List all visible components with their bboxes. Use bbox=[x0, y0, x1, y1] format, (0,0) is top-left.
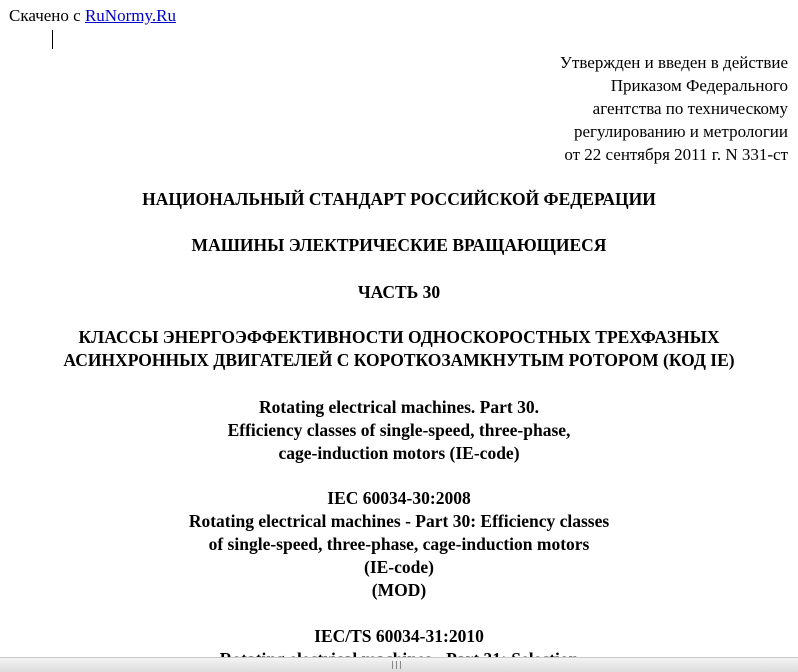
english-title-line: Rotating electrical machines. Part 30. bbox=[259, 397, 539, 417]
approval-line: от 22 сентября 2011 г. N 331-ст bbox=[564, 145, 788, 164]
approval-block bbox=[560, 51, 788, 166]
english-title-line: Efficiency classes of single-speed, three-phase, bbox=[227, 420, 571, 440]
horizontal-scrollbar[interactable] bbox=[0, 657, 798, 672]
approval-line: агентства по техническому bbox=[592, 99, 788, 118]
scrollbar-grip-icon[interactable] bbox=[392, 661, 406, 669]
iec-line: (MOD) bbox=[371, 580, 427, 600]
iec-ts-reference-block bbox=[0, 625, 798, 648]
standard-heading bbox=[0, 188, 798, 211]
standard-name: НАЦИОНАЛЬНЫЙ СТАНДАРТ РОССИЙСКОЙ ФЕДЕРАЦИИ bbox=[142, 189, 656, 209]
iec-line: (IE-code) bbox=[364, 557, 434, 577]
iec-line: Rotating electrical machines - Part 30: Efficiency classes bbox=[188, 511, 610, 531]
approval-line: Приказом Федерального bbox=[610, 76, 788, 95]
iec-reference-block bbox=[0, 487, 798, 602]
approval-line: Утвержден и введен в действие bbox=[559, 53, 788, 72]
subtitle-line: КЛАССЫ ЭНЕРГОЭФФЕКТИВНОСТИ ОДНОСКОРОСТНЫХ ТРЕХФАЗНЫХ bbox=[78, 327, 720, 347]
part-heading bbox=[0, 281, 798, 304]
iec-code: IEC 60034-30:2008 bbox=[327, 488, 471, 508]
subtitle-block bbox=[0, 326, 798, 372]
subtitle-line: АСИНХРОННЫХ ДВИГАТЕЛЕЙ С КОРОТКОЗАМКНУТЫМ РОТОРОМ (КОД IE) bbox=[63, 350, 735, 370]
document-title bbox=[0, 234, 798, 257]
iec-line: of single-speed, three-phase, cage-induction motors bbox=[208, 534, 590, 554]
iec-ts-code: IEC/TS 60034-31:2010 bbox=[314, 626, 484, 646]
part-text: ЧАСТЬ 30 bbox=[357, 282, 441, 302]
approval-line: регулированию и метрологии bbox=[573, 122, 788, 141]
runormy-link[interactable]: RuNormy.Ru bbox=[84, 6, 176, 25]
source-prefix: Скачено с bbox=[9, 6, 81, 25]
english-title-block bbox=[0, 396, 798, 465]
source-note bbox=[9, 5, 176, 27]
title-text: МАШИНЫ ЭЛЕКТРИЧЕСКИЕ ВРАЩАЮЩИЕСЯ bbox=[191, 235, 607, 255]
text-cursor bbox=[52, 30, 53, 49]
english-title-line: cage-induction motors (IE-code) bbox=[278, 443, 520, 463]
